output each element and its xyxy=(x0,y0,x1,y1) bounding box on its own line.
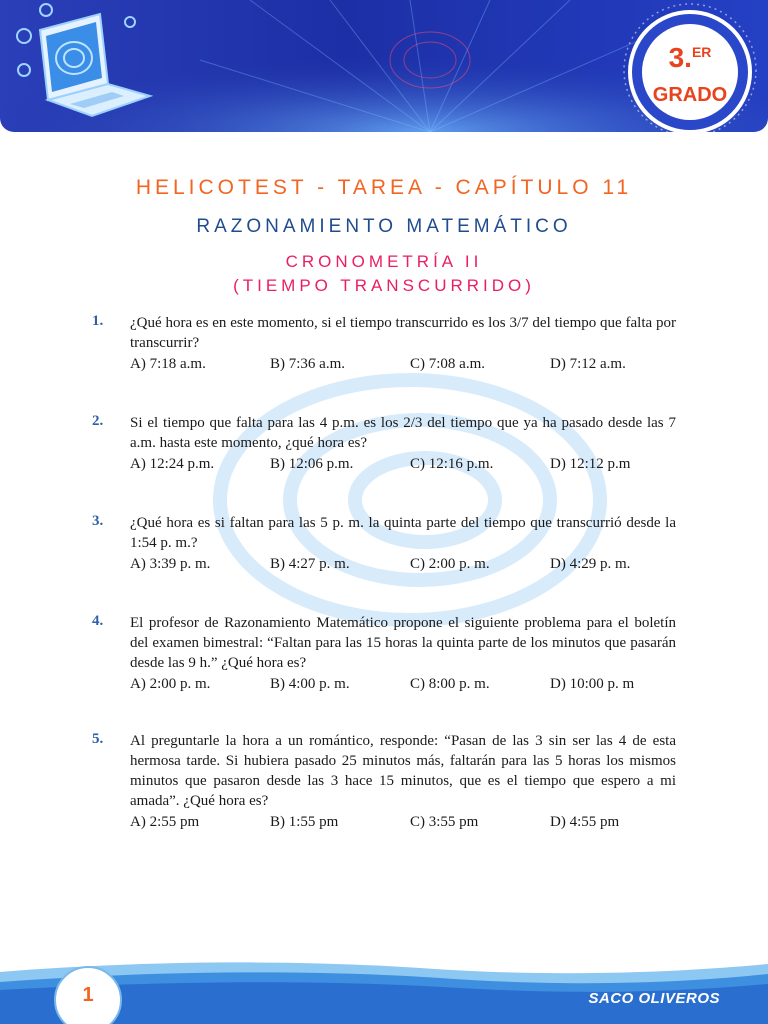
topic-line-2: (TIEMPO TRANSCURRIDO) xyxy=(233,276,535,295)
option-a[interactable]: A) 2:00 p. m. xyxy=(130,676,211,692)
header-banner xyxy=(0,0,768,132)
brand-name: SACO OLIVEROS xyxy=(588,990,720,1007)
option-d[interactable]: D) 4:29 p. m. xyxy=(550,556,631,572)
option-c[interactable]: C) 7:08 a.m. xyxy=(410,356,485,372)
page-title: HELICOTEST - TAREA - CAPÍTULO 11 xyxy=(135,176,633,199)
grade-suffix: ER xyxy=(691,44,712,60)
option-b[interactable]: B) 4:00 p. m. xyxy=(270,676,350,692)
option-b[interactable]: B) 4:27 p. m. xyxy=(270,556,350,572)
option-b[interactable]: B) 12:06 p.m. xyxy=(270,456,354,472)
subject-title: RAZONAMIENTO MATEMÁTICO xyxy=(196,216,572,237)
question-number: 2. xyxy=(92,413,104,429)
question-number: 4. xyxy=(92,613,104,629)
option-d[interactable]: D) 7:12 a.m. xyxy=(550,356,626,372)
option-c[interactable]: C) 3:55 pm xyxy=(410,814,479,830)
option-c[interactable]: C) 2:00 p. m. xyxy=(410,556,490,572)
option-a[interactable]: A) 2:55 pm xyxy=(130,814,200,830)
question-number: 3. xyxy=(92,513,104,529)
page-number: 1 xyxy=(82,984,94,1006)
option-a[interactable]: A) 7:18 a.m. xyxy=(130,356,206,372)
option-d[interactable]: D) 10:00 p. m xyxy=(550,676,635,692)
option-a[interactable]: A) 12:24 p.m. xyxy=(130,456,215,472)
option-b[interactable]: B) 1:55 pm xyxy=(270,814,339,830)
topic-title xyxy=(0,250,768,298)
question-number: 1. xyxy=(92,313,104,329)
grade-badge xyxy=(628,10,752,132)
question-text: El profesor de Razonamiento Matemático propone el siguiente problema para el boletín del examen bimestral: “Faltan para las 15 horas la quinta parte de los minutos que pasarán desde las 9 h.” ¿Qué hora es? xyxy=(130,615,676,671)
grade-number: 3.$^{ER}$ xyxy=(668,42,712,73)
question-text: Al preguntarle la hora a un romántico, responde: “Pasan de las 3 sin ser las 4 de esta hermosa tarde. Si hubiera pasado 25 minutos más, faltarán para las 5 horas los mismos minutos que pasaron desde las 3 hace 15 minutos, que es el tiempo que espero a mi amada”. ¿Qué hora es? xyxy=(130,733,676,809)
option-c[interactable]: C) 8:00 p. m. xyxy=(410,676,490,692)
option-b[interactable]: B) 7:36 a.m. xyxy=(270,356,345,372)
question-text: ¿Qué hora es si faltan para las 5 p. m. la quinta parte del tiempo que transcurrió desde la 1:54 p. m.? xyxy=(130,515,676,551)
question-text: Si el tiempo que falta para las 4 p.m. es los 2/3 del tiempo que ya ha pasado desde las 7 a.m. hasta este momento, ¿qué hora es? xyxy=(130,415,676,451)
grade-word: GRADO xyxy=(652,84,728,106)
option-a[interactable]: A) 3:39 p. m. xyxy=(130,556,211,572)
option-d[interactable]: D) 12:12 p.m xyxy=(550,456,631,472)
option-c[interactable]: C) 12:16 p.m. xyxy=(410,456,494,472)
option-d[interactable]: D) 4:55 pm xyxy=(550,814,620,830)
question-text: ¿Qué hora es en este momento, si el tiempo transcurrido es los 3/7 del tiempo que falta por transcurrir? xyxy=(130,315,676,351)
question-number: 5. xyxy=(92,731,104,747)
topic-line-1: CRONOMETRÍA II xyxy=(285,252,483,271)
